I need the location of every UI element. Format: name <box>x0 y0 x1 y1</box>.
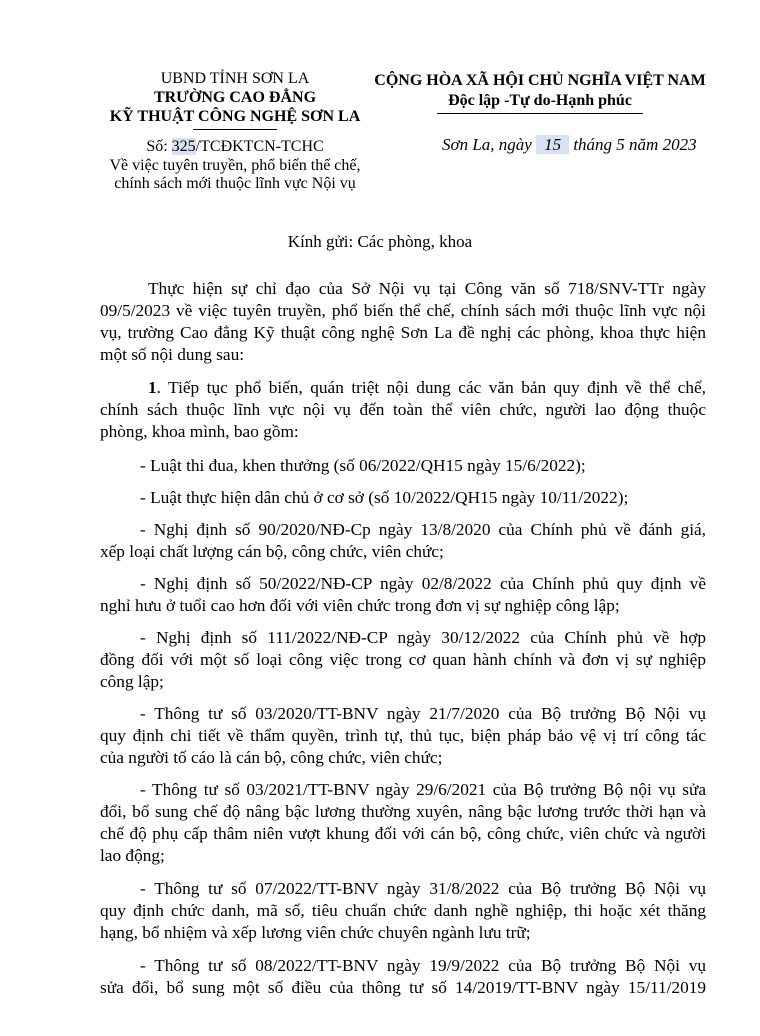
list-item <box>100 487 706 509</box>
list-line: - Nghị định số 90/2020/NĐ-Cp ngày 13/8/2020 của Chính phủ về đánh giá, <box>140 520 706 539</box>
list-line: quy định chi tiết về thẩm quyền, trình tự, thủ tục, biện pháp bảo vệ vị trí công tác <box>100 726 706 745</box>
list-line: đồng đối với một số loại công việc trong cơ quan hành chính và đơn vị sự nghiệp <box>100 650 706 669</box>
item-1-line <box>100 377 706 399</box>
list-line: quy định chức danh, mã số, tiêu chuẩn chức danh nghề nghiệp, thi hoặc xét thăng <box>100 901 706 920</box>
list-item <box>100 627 706 693</box>
list-item <box>100 955 706 999</box>
item-1-line: chính sách thuộc lĩnh vực nội vụ đến toàn thể viên chức, người lao động thuộc <box>100 400 706 419</box>
list-item <box>100 573 706 617</box>
list-line: - Luật thực hiện dân chủ ở cơ sở (số 10/2022/QH15 ngày 10/11/2022); <box>140 488 629 507</box>
list-line: đổi, bổ sung chế độ nâng bậc lương thường xuyên, nâng bậc lương trước thời hạn và <box>100 802 706 821</box>
intro-line: vụ, trường Cao đẳng Kỹ thuật công nghệ Sơn La đề nghị các phòng, khoa thực hiện <box>100 323 706 342</box>
document-number-suffix: /TCĐKTCN-TCHC <box>195 138 324 155</box>
intro-line: một số nội dung sau: <box>100 345 245 364</box>
list-item <box>100 703 706 769</box>
intro-line: 09/5/2023 về việc tuyên truyền, phổ biến thể chế, chính sách mới thuộc lĩnh vực nội <box>100 301 706 320</box>
list-line: của người tố cáo là cán bộ, công chức, viên chức; <box>100 748 443 767</box>
document-date <box>442 135 697 155</box>
list-line: - Nghị định số 111/2022/NĐ-CP ngày 30/12/2022 của Chính phủ về hợp <box>140 628 706 647</box>
school-underline <box>193 129 277 130</box>
item-1-paragraph <box>100 377 706 443</box>
recipient: Kính gửi: Các phòng, khoa <box>287 232 473 251</box>
motto: Độc lập -Tự do-Hạnh phúc <box>448 92 632 109</box>
list-line: - Thông tư số 08/2022/TT-BNV ngày 19/9/2022 của Bộ trưởng Bộ Nội vụ <box>140 956 706 975</box>
list-line: sửa đổi, bổ sung một số điều của thông tư số 14/2019/TT-BNV ngày 15/11/2019 <box>100 978 706 997</box>
school-name-line2: KỸ THUẬT CÔNG NGHỆ SƠN LA <box>109 108 361 125</box>
document-number <box>60 138 410 156</box>
list-item <box>100 878 706 944</box>
list-line: lao động; <box>100 846 165 865</box>
list-item <box>100 779 706 867</box>
list-line: xếp loại chất lượng cán bộ, công chức, viên chức; <box>100 542 444 561</box>
list-line: công lập; <box>100 672 164 691</box>
list-line: nghỉ hưu ở tuổi cao hơn đối với viên chức trong đơn vị sự nghiệp công lập; <box>100 596 620 615</box>
item-1-line: phòng, khoa mình, bao gồm: <box>100 422 299 441</box>
subject-line1: Về việc tuyên truyền, phổ biến thể chế, <box>109 157 361 174</box>
subject-line2: chính sách mới thuộc lĩnh vực Nội vụ <box>114 175 356 192</box>
list-item <box>100 455 706 477</box>
motto-underline <box>437 113 643 114</box>
date-day: 15 <box>536 135 569 154</box>
date-suffix: tháng 5 năm 2023 <box>573 135 697 154</box>
list-item <box>100 519 706 563</box>
intro-line: Thực hiện sự chỉ đạo của Sở Nội vụ tại Công văn số 718/SNV-TTr ngày <box>148 279 706 298</box>
item-1-text: . Tiếp tục phổ biến, quán triệt nội dung các văn bản quy định về thể chế, <box>156 378 706 397</box>
list-line: chế độ phụ cấp thâm niên vượt khung đối với cán bộ, công chức, viên chức và người <box>100 824 706 843</box>
list-line: hạng, bổ nhiệm và xếp lương viên chức chuyên ngành lưu trữ; <box>100 923 531 942</box>
school-name-line1: TRƯỜNG CAO ĐẲNG <box>153 89 317 106</box>
nation-title: CỘNG HÒA XÃ HỘI CHỦ NGHĨA VIỆT NAM <box>374 72 706 89</box>
list-line: - Thông tư số 03/2020/TT-BNV ngày 21/7/2020 của Bộ trưởng Bộ Nội vụ <box>140 704 706 723</box>
list-line: - Thông tư số 07/2022/TT-BNV ngày 31/8/2022 của Bộ trưởng Bộ Nội vụ <box>140 879 706 898</box>
agency-name: UBND TỈNH SƠN LA <box>160 70 310 87</box>
date-prefix: Sơn La, ngày <box>442 135 532 154</box>
document-number-label: Số: <box>146 138 168 155</box>
item-1-number: 1 <box>148 378 157 397</box>
intro-paragraph <box>100 278 706 366</box>
list-line: - Luật thi đua, khen thưởng (số 06/2022/QH15 ngày 15/6/2022); <box>140 456 586 475</box>
list-line: - Thông tư số 03/2021/TT-BNV ngày 29/6/2021 của Bộ trưởng Bộ nội vụ sửa <box>140 780 706 799</box>
list-line: - Nghị định số 50/2022/NĐ-CP ngày 02/8/2022 của Chính phủ quy định về <box>140 574 706 593</box>
document-number-value: 325 <box>171 138 196 155</box>
